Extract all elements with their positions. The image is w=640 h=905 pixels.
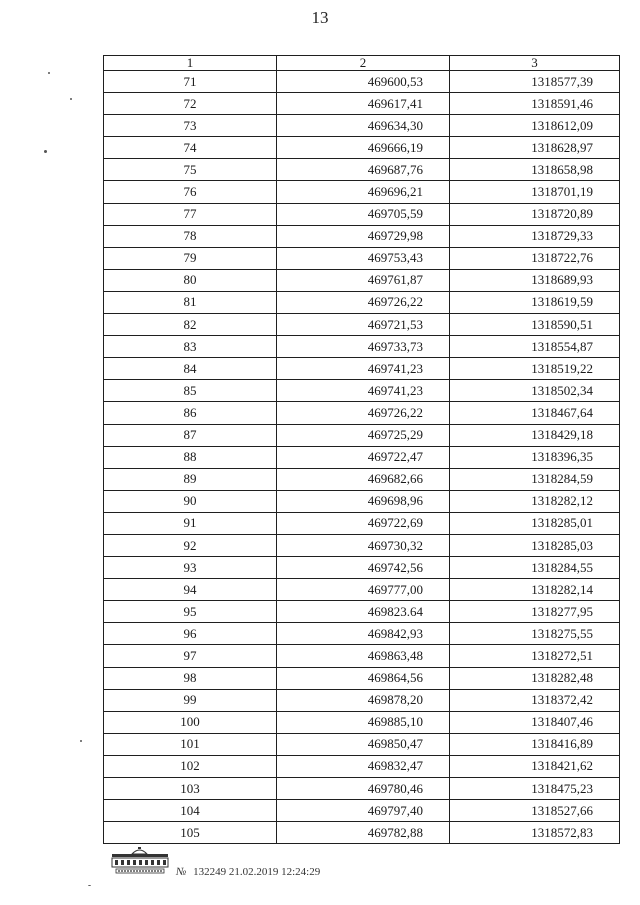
table-row [104,71,620,93]
table-row [104,181,620,203]
point-number-cell: 83 [104,336,277,358]
point-number-cell: 85 [104,380,277,402]
x-coordinate-cell: 469696,21 [277,181,450,203]
y-coordinate-cell: 1318396,35 [450,446,620,468]
x-coordinate-cell: 469729,98 [277,225,450,247]
document-time: 12:24:29 [281,866,321,878]
y-coordinate-cell: 1318591,46 [450,93,620,115]
point-number-cell: 93 [104,557,277,579]
point-number-cell: 98 [104,667,277,689]
y-coordinate-cell: 1318285,03 [450,534,620,556]
point-number-cell: 84 [104,358,277,380]
y-coordinate-cell: 1318282,14 [450,579,620,601]
x-coordinate-cell: 469782,88 [277,822,450,844]
table-row [104,778,620,800]
table-row [104,225,620,247]
table-row [104,358,620,380]
coordinates-table [103,55,620,844]
x-coordinate-cell: 469733,73 [277,336,450,358]
x-coordinate-cell: 469698,96 [277,490,450,512]
y-coordinate-cell: 1318277,95 [450,601,620,623]
point-number-cell: 72 [104,93,277,115]
table-row [104,557,620,579]
x-coordinate-cell: 469885,10 [277,711,450,733]
x-coordinate-cell: 469780,46 [277,778,450,800]
table-row [104,601,620,623]
x-coordinate-cell: 469600,53 [277,71,450,93]
x-coordinate-cell: 469705,59 [277,203,450,225]
x-coordinate-cell: 469864,56 [277,667,450,689]
x-coordinate-cell: 469721,53 [277,314,450,336]
x-coordinate-cell: 469722,47 [277,446,450,468]
point-number-cell: 94 [104,579,277,601]
x-coordinate-cell: 469797,40 [277,800,450,822]
table-row [104,534,620,556]
y-coordinate-cell: 1318527,66 [450,800,620,822]
table-row [104,512,620,534]
x-coordinate-cell: 469823.64 [277,601,450,623]
table-row [104,336,620,358]
x-coordinate-cell: 469741,23 [277,358,450,380]
x-coordinate-cell: 469730,32 [277,534,450,556]
y-coordinate-cell: 1318689,93 [450,269,620,291]
table-row [104,115,620,137]
y-coordinate-cell: 1318658,98 [450,159,620,181]
x-coordinate-cell: 469850,47 [277,733,450,755]
point-number-cell: 99 [104,689,277,711]
y-coordinate-cell: 1318475,23 [450,778,620,800]
table-row [104,755,620,777]
point-number-cell: 73 [104,115,277,137]
table-row [104,380,620,402]
y-coordinate-cell: 1318285,01 [450,512,620,534]
table-row [104,314,620,336]
x-coordinate-cell: 469842,93 [277,623,450,645]
table-header-row [104,56,620,71]
point-number-cell: 89 [104,468,277,490]
y-coordinate-cell: 1318421,62 [450,755,620,777]
x-coordinate-cell: 469617,41 [277,93,450,115]
point-number-cell: 105 [104,822,277,844]
point-number-cell: 92 [104,534,277,556]
x-coordinate-cell: 469863,48 [277,645,450,667]
x-coordinate-cell: 469761,87 [277,269,450,291]
table-row [104,667,620,689]
y-coordinate-cell: 1318284,59 [450,468,620,490]
y-coordinate-cell: 1318467,64 [450,402,620,424]
point-number-cell: 77 [104,203,277,225]
document-date: 21.02.2019 [228,866,279,878]
point-number-cell: 91 [104,512,277,534]
point-number-cell: 71 [104,71,277,93]
table-row [104,93,620,115]
table-row [104,733,620,755]
x-coordinate-cell: 469682,66 [277,468,450,490]
column-header-1: 1 [104,56,277,71]
x-coordinate-cell: 469777,00 [277,579,450,601]
y-coordinate-cell: 1318416,89 [450,733,620,755]
number-mark: № [176,866,187,878]
point-number-cell: 78 [104,225,277,247]
point-number-cell: 95 [104,601,277,623]
y-coordinate-cell: 1318372,42 [450,689,620,711]
document-id: 132249 [193,866,227,878]
table-row [104,800,620,822]
point-number-cell: 96 [104,623,277,645]
y-coordinate-cell: 1318429,18 [450,424,620,446]
x-coordinate-cell: 469634,30 [277,115,450,137]
y-coordinate-cell: 1318272,51 [450,645,620,667]
column-header-2: 2 [277,56,450,71]
table-row [104,689,620,711]
table-row [104,645,620,667]
point-number-cell: 100 [104,711,277,733]
scan-speck [48,72,50,74]
point-number-cell: 104 [104,800,277,822]
x-coordinate-cell: 469832,47 [277,755,450,777]
point-number-cell: 88 [104,446,277,468]
building-stamp-icon [108,845,172,875]
point-number-cell: 82 [104,314,277,336]
y-coordinate-cell: 1318284,55 [450,557,620,579]
scan-speck [44,150,47,153]
table-row [104,424,620,446]
y-coordinate-cell: 1318722,76 [450,247,620,269]
y-coordinate-cell: 1318577,39 [450,71,620,93]
x-coordinate-cell: 469741,23 [277,380,450,402]
x-coordinate-cell: 469742,56 [277,557,450,579]
y-coordinate-cell: 1318619,59 [450,291,620,313]
table-row [104,468,620,490]
x-coordinate-cell: 469726,22 [277,291,450,313]
point-number-cell: 80 [104,269,277,291]
table-row [104,159,620,181]
x-coordinate-cell: 469722,69 [277,512,450,534]
point-number-cell: 101 [104,733,277,755]
scan-speck [88,885,91,886]
y-coordinate-cell: 1318502,34 [450,380,620,402]
point-number-cell: 86 [104,402,277,424]
table-row [104,137,620,159]
scan-speck [70,98,72,100]
point-number-cell: 90 [104,490,277,512]
x-coordinate-cell: 469687,76 [277,159,450,181]
y-coordinate-cell: 1318628,97 [450,137,620,159]
table-row [104,711,620,733]
table-row [104,446,620,468]
y-coordinate-cell: 1318701,19 [450,181,620,203]
point-number-cell: 76 [104,181,277,203]
point-number-cell: 103 [104,778,277,800]
column-header-3: 3 [450,56,620,71]
y-coordinate-cell: 1318554,87 [450,336,620,358]
page-number: 13 [311,8,329,27]
x-coordinate-cell: 469725,29 [277,424,450,446]
point-number-cell: 81 [104,291,277,313]
y-coordinate-cell: 1318282,12 [450,490,620,512]
y-coordinate-cell: 1318590,51 [450,314,620,336]
table-row [104,247,620,269]
scan-speck [80,740,82,742]
y-coordinate-cell: 1318729,33 [450,225,620,247]
point-number-cell: 79 [104,247,277,269]
point-number-cell: 87 [104,424,277,446]
table-row [104,291,620,313]
point-number-cell: 102 [104,755,277,777]
x-coordinate-cell: 469878,20 [277,689,450,711]
x-coordinate-cell: 469666,19 [277,137,450,159]
table-row [104,579,620,601]
table-body [104,71,620,844]
y-coordinate-cell: 1318519,22 [450,358,620,380]
point-number-cell: 75 [104,159,277,181]
y-coordinate-cell: 1318720,89 [450,203,620,225]
x-coordinate-cell: 469726,22 [277,402,450,424]
table-row [104,269,620,291]
point-number-cell: 74 [104,137,277,159]
y-coordinate-cell: 1318407,46 [450,711,620,733]
table-row [104,623,620,645]
x-coordinate-cell: 469753,43 [277,247,450,269]
table-row [104,203,620,225]
table-row [104,402,620,424]
footer-note [176,866,320,878]
table-row [104,490,620,512]
y-coordinate-cell: 1318282,48 [450,667,620,689]
y-coordinate-cell: 1318612,09 [450,115,620,137]
y-coordinate-cell: 1318275,55 [450,623,620,645]
point-number-cell: 97 [104,645,277,667]
y-coordinate-cell: 1318572,83 [450,822,620,844]
table-row [104,822,620,844]
